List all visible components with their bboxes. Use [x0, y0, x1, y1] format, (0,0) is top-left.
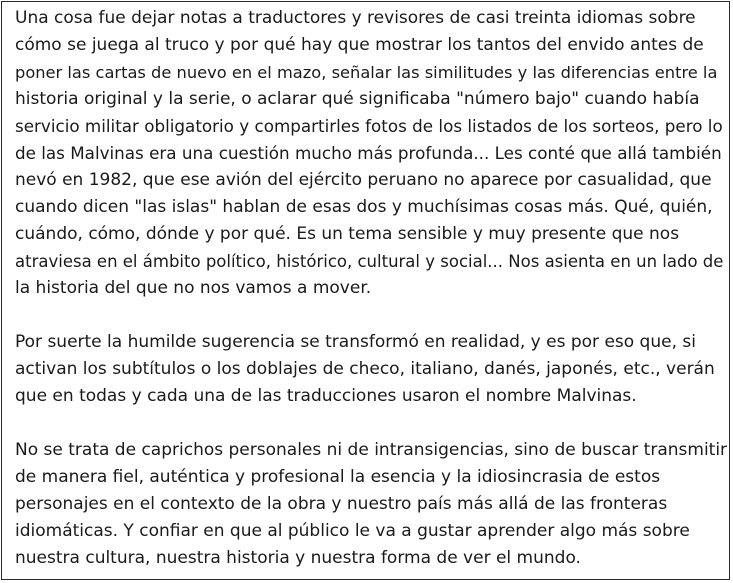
- text-line: No se trata de caprichos personales ni de intransigencias, sino de buscar transmitir: [15, 440, 728, 460]
- text-content: [15, 5, 727, 572]
- paragraph: [15, 5, 727, 302]
- text-line: Una cosa fue dejar notas a traductores y revisores de casi treinta idiomas sobre: [15, 8, 696, 28]
- text-line: nuestra cultura, nuestra historia y nuestra forma de ver el mundo.: [15, 548, 581, 568]
- text-line: historia original y la serie, o aclarar qué significaba "número bajo" cuando había: [15, 89, 700, 109]
- text-line: cómo se juega al truco y por qué hay que mostrar los tantos del envido antes de: [15, 35, 704, 55]
- text-line: la historia del que no nos vamos a mover.: [15, 278, 372, 298]
- text-line: de manera fiel, auténtica y profesional la esencia y la idiosincrasia de estos: [15, 467, 661, 487]
- paragraph: [15, 329, 727, 410]
- text-panel: [1, 1, 730, 580]
- text-line: cuándo, cómo, dónde y por qué. Es un tema sensible y muy presente que nos: [15, 224, 680, 244]
- text-line: personajes en el contexto de la obra y nuestro país más allá de las fronteras: [15, 494, 668, 514]
- text-line: cuando dicen "las islas" hablan de esas dos y muchísimas cosas más. Qué, quién,: [15, 197, 713, 217]
- text-line: Por suerte la humilde sugerencia se transformó en realidad, y es por eso que, si: [15, 332, 696, 352]
- text-line: idiomáticas. Y confiar en que al público le va a gustar aprender algo más sobre: [15, 521, 690, 541]
- paragraph: [15, 437, 727, 572]
- text-line: poner las cartas de nuevo en el mazo, señalar las similitudes y las diferencias entre la: [15, 63, 718, 82]
- text-line: atraviesa en el ámbito político, histórico, cultural y social... Nos asienta en un lado de: [15, 252, 724, 271]
- text-line: que en todas y cada una de las traducciones usaron el nombre Malvinas.: [15, 386, 637, 406]
- text-line: de las Malvinas era una cuestión mucho más profunda... Les conté que allá también: [15, 143, 722, 163]
- text-line: servicio militar obligatorio y compartirles fotos de los listados de los sorteos, pero lo: [15, 116, 723, 136]
- text-line: nevó en 1982, que ese avión del ejército peruano no aparece por casualidad, que: [15, 170, 712, 190]
- text-line: activan los subtítulos o los doblajes de checo, italiano, danés, japonés, etc., verán: [15, 359, 715, 379]
